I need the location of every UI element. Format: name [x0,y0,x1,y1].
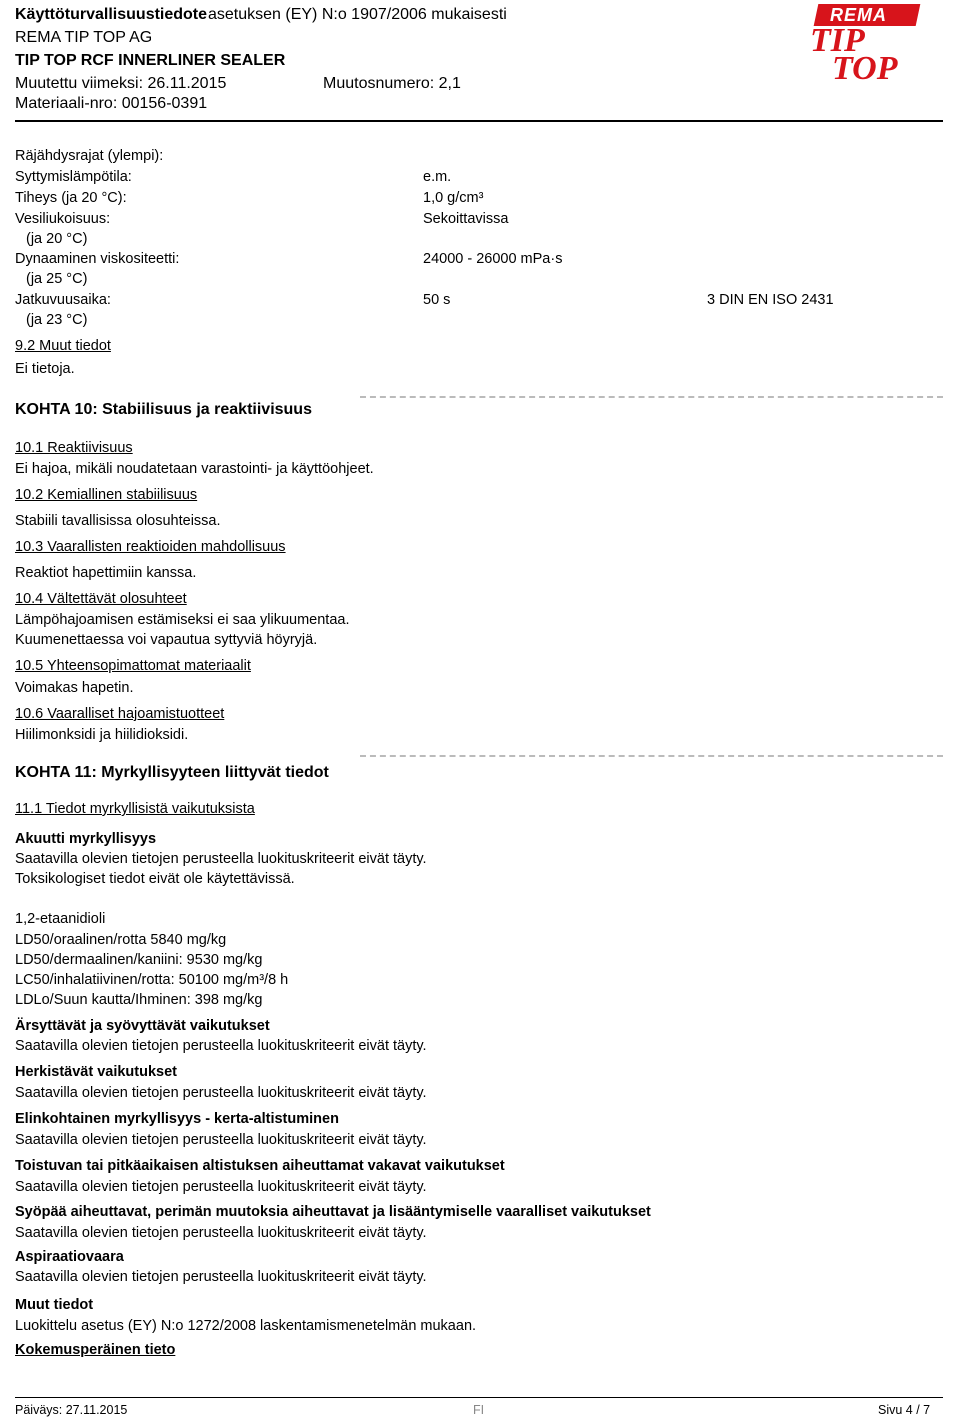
prop-flowtime-temp: (ja 23 °C) [26,312,88,328]
prop-flowtime-method: 3 DIN EN ISO 2431 [707,292,834,308]
footer-page: Sivu 4 / 7 [878,1403,931,1417]
section-10-divider [360,396,943,398]
subsection-9-2-text: Ei tietoja. [15,361,75,377]
sub-10-4: 10.4 Vältettävät olosuhteet [15,591,187,607]
acute-toxicity-heading: Akuutti myrkyllisyys [15,831,157,847]
header-product: TIP TOP RCF INNERLINER SEALER [15,52,286,69]
header-revision: Muutosnumero: 2,1 [323,75,461,92]
section-10-title: KOHTA 10: Stabiilisuus ja reaktiivisuus [15,401,312,418]
prop-solubility: Vesiliukoisuus: [15,211,111,227]
stot-re-heading: Toistuvan tai pitkäaikaisen altistuksen aiheuttamat vakavat vaikutukset [15,1158,505,1174]
header-title: Käyttöturvallisuustiedote [15,6,208,23]
ld50-oral: LD50/oraalinen/rotta 5840 mg/kg [15,932,227,948]
logo-tip-text: TIP [810,22,865,59]
sub-10-1: 10.1 Reaktiivisuus [15,440,133,456]
section-11-title: KOHTA 11: Myrkyllisyyteen liittyvät tiedot [15,764,329,781]
prop-density: Tiheys (ja 20 °C): [15,190,127,206]
irritation-text: Saatavilla olevien tietojen perusteella luokituskriteerit eivät täyty. [15,1038,427,1054]
prop-flowtime-value: 50 s [423,292,451,308]
footer-date: Päiväys: 27.11.2015 [15,1403,128,1417]
stot-re-text: Saatavilla olevien tietojen perusteella luokituskriteerit eivät täyty. [15,1179,427,1195]
prop-explosion-upper: Räjähdysrajat (ylempi): [15,148,164,164]
aspiration-heading: Aspiraatiovaara [15,1249,124,1265]
sub-10-4-text-b: Kuumenettaessa voi vapautua syttyviä höyryjä. [15,632,318,648]
sub-10-6: 10.6 Vaaralliset hajoamistuotteet [15,706,225,722]
cmr-text: Saatavilla olevien tietojen perusteella luokituskriteerit eivät täyty. [15,1225,427,1241]
sub-10-5: 10.5 Yhteensopimattomat materiaalit [15,658,251,674]
header-company: REMA TIP TOP AG [15,29,153,46]
cmr-heading: Syöpää aiheuttavat, perimän muutoksia aiheuttavat ja lisääntymiselle vaaralliset vaikutukset [15,1204,651,1220]
tox-data-text: Toksikologiset tiedot eivät ole käytettävissä. [15,871,295,887]
lc50-inhal: LC50/inhalatiivinen/rotta: 50100 mg/m³/8 h [15,972,289,988]
other-info-heading: Muut tiedot [15,1297,94,1313]
sub-10-3: 10.3 Vaarallisten reaktioiden mahdollisuus [15,539,286,555]
sensitization-heading: Herkistävät vaikutukset [15,1064,177,1080]
sub-10-3-text: Reaktiot hapettimiin kanssa. [15,565,197,581]
sub-10-4-text-a: Lämpöhajoamisen estämiseksi ei saa ylikuumentaa. [15,612,350,628]
prop-flowtime: Jatkuvuusaika: [15,292,111,308]
experience-heading: Kokemusperäinen tieto [15,1342,176,1358]
prop-viscosity-temp: (ja 25 °C) [26,271,88,287]
stot-se-text: Saatavilla olevien tietojen perusteella luokituskriteerit eivät täyty. [15,1132,427,1148]
sub-10-1-text: Ei hajoa, mikäli noudatetaan varastointi- ja käyttöohjeet. [15,461,374,477]
stot-se-heading: Elinkohtainen myrkyllisyys - kerta-altistuminen [15,1111,339,1127]
rema-tip-top-logo [806,4,918,88]
footer-rule [15,1397,943,1398]
logo-rema-text: REMA [830,5,887,25]
other-info-text: Luokittelu asetus (EY) N:o 1272/2008 laskentamismenetelmän mukaan. [15,1318,477,1334]
header-rule [15,120,943,122]
prop-solubility-temp: (ja 20 °C) [26,231,88,247]
prop-viscosity-value: 24000 - 26000 mPa·s [423,251,563,267]
prop-solubility-value: Sekoittavissa [423,211,509,227]
prop-viscosity: Dynaaminen viskositeetti: [15,251,180,267]
logo-top-text: TOP [832,50,898,87]
header-revised: Muutettu viimeksi: 26.11.2015 [15,75,227,92]
substance-name: 1,2-etaanidioli [15,911,106,927]
prop-ignition: Syttymislämpötila: [15,169,132,185]
aspiration-text: Saatavilla olevien tietojen perusteella luokituskriteerit eivät täyty. [15,1269,427,1285]
footer-language: FI [473,1403,485,1417]
irritation-heading: Ärsyttävät ja syövyttävät vaikutukset [15,1018,270,1034]
ld50-dermal: LD50/dermaalinen/kaniini: 9530 mg/kg [15,952,263,968]
prop-ignition-value: e.m. [423,169,452,185]
sub-10-2-text: Stabiili tavallisissa olosuhteissa. [15,513,221,529]
sub-10-5-text: Voimakas hapetin. [15,680,134,696]
sensitization-text: Saatavilla olevien tietojen perusteella luokituskriteerit eivät täyty. [15,1085,427,1101]
sub-10-2: 10.2 Kemiallinen stabiilisuus [15,487,198,503]
section-11-divider [360,755,943,757]
sub-10-6-text: Hiilimonksidi ja hiilidioksidi. [15,727,189,743]
sub-11-1: 11.1 Tiedot myrkyllisistä vaikutuksista [15,801,255,817]
ldlo-oral: LDLo/Suun kautta/Ihminen: 398 mg/kg [15,992,263,1008]
prop-density-value: 1,0 g/cm³ [423,190,484,206]
header-material: Materiaali-nro: 00156-0391 [15,95,208,112]
acute-toxicity-text: Saatavilla olevien tietojen perusteella luokituskriteerit eivät täyty. [15,851,427,867]
header-regulation: asetuksen (EY) N:o 1907/2006 mukaisesti [208,6,507,23]
subsection-9-2: 9.2 Muut tiedot [15,338,111,354]
